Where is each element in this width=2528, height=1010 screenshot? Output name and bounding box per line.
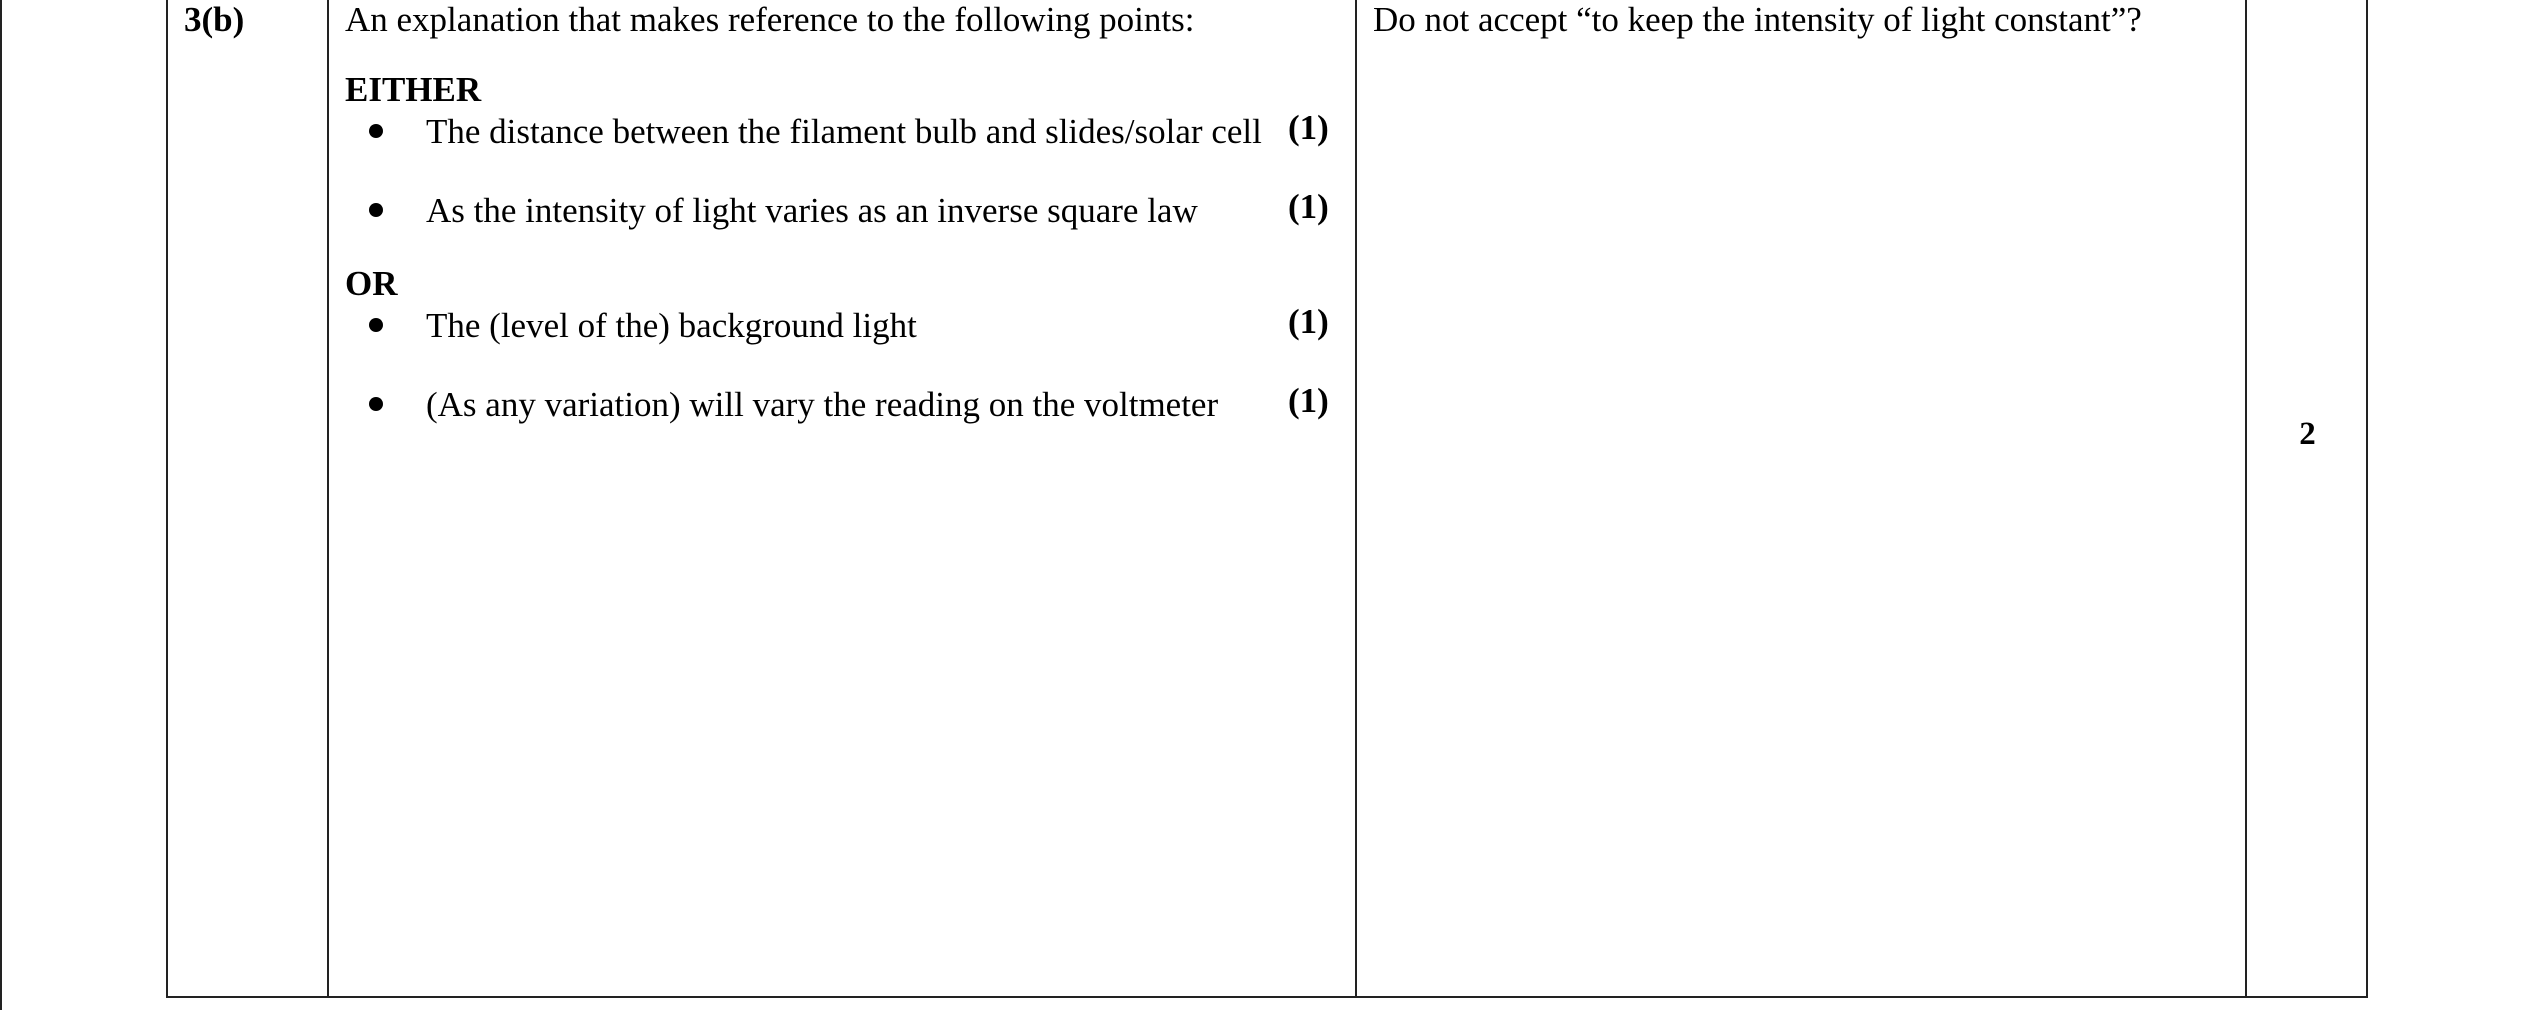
point-text: The (level of the) background light	[426, 306, 917, 345]
question-number: 3(b)	[184, 0, 245, 39]
additional-guidance-cell	[1357, 0, 2247, 996]
list-item	[329, 108, 1357, 156]
list-item	[329, 187, 1357, 235]
point-mark: (1)	[1288, 108, 1329, 147]
point-text: As the intensity of light varies as an inverse square law	[426, 191, 1198, 230]
point-text: (As any variation) will vary the reading on the voltmeter	[426, 385, 1219, 424]
bullet-icon	[369, 318, 383, 332]
bullet-icon	[369, 124, 383, 138]
bullet-icon	[369, 397, 383, 411]
point-mark: (1)	[1288, 381, 1329, 420]
total-mark-cell	[2247, 0, 2368, 996]
point-mark: (1)	[1288, 302, 1329, 341]
list-item	[329, 381, 1357, 429]
mark-scheme-table	[166, 0, 2368, 998]
bullet-icon	[369, 203, 383, 217]
point-mark: (1)	[1288, 187, 1329, 226]
total-mark: 2	[2299, 416, 2316, 452]
or-heading: OR	[345, 264, 398, 303]
either-heading: EITHER	[345, 70, 482, 109]
point-text: The distance between the filament bulb and slides/solar cell	[426, 112, 1262, 151]
additional-guidance-text: Do not accept “to keep the intensity of light constant”?	[1373, 0, 2142, 39]
list-item	[329, 302, 1357, 350]
answer-cell	[329, 0, 1357, 996]
page-left-border	[0, 0, 2, 1010]
question-number-cell	[168, 0, 329, 996]
answer-intro: An explanation that makes reference to the following points:	[345, 0, 1195, 39]
